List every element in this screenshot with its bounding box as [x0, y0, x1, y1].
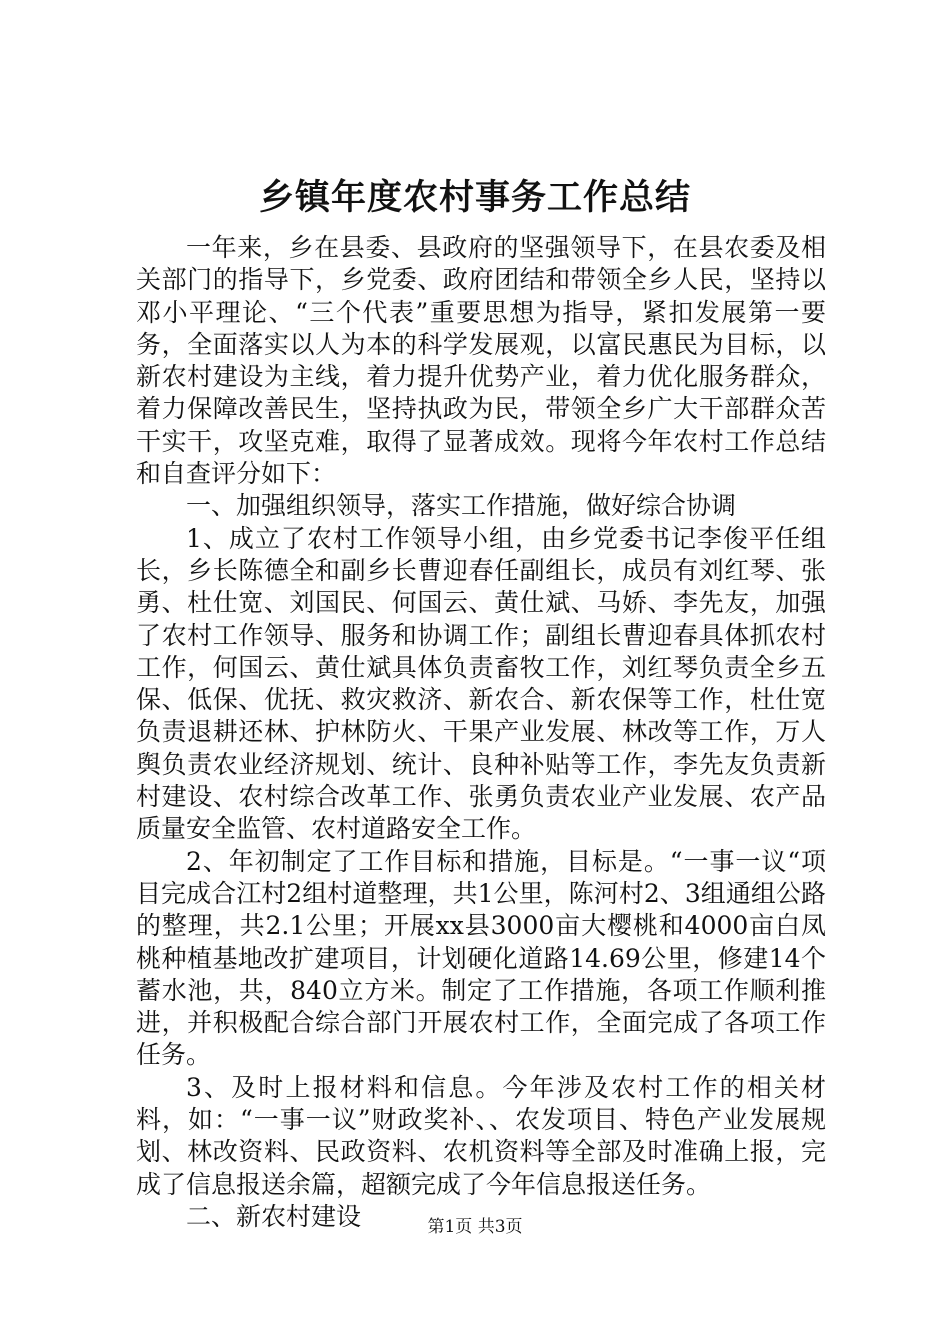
- paragraph-item-1: 1、成立了农村工作领导小组，由乡党委书记李俊平任组长，乡长陈德全和副乡长曹迎春任副组长，成员有刘红琴、张勇、杜仕宽、刘国民、何国云、黄仕斌、马娇、李先友，加强了农村工作领导、服务和协调工作；副组长曹迎春具体抓农村工作，何国云、黄仕斌具体负责畜牧工作，刘红琴负责全乡五保、低保、优抚、救灾救济、新农合、新农保等工作，杜仕宽负责退耕还林、护林防火、干果产业发展、林改等工作，万人舆负责农业经济规划、统计、良种补贴等工作，李先友负责新村建设、农村综合改革工作、张勇负责农业产业发展、农产品质量安全监管、农村道路安全工作。: [136, 523, 826, 844]
- section-heading-2: 二、新农村建设: [186, 1201, 362, 1231]
- document-body: [136, 232, 826, 1233]
- page-number-footer: 第1页 共3页: [427, 1217, 523, 1237]
- paragraph-item-2: 2、年初制定了工作目标和措施，目标是。“一事一议“项目完成合江村2组村道整理，共1公里，陈河村2、3组通组公路的整理，共2.1公里；开展xx县3000亩大樱桃和4000亩白凤桃种植基地改扩建项目，计划硬化道路14.69公里，修建14个蓄水池，共，840立方米。制定了工作措施，各项工作顺利推进，并积极配合综合部门开展农村工作，全面完成了各项工作任务。: [136, 846, 826, 1070]
- paragraph-intro: 一年来，乡在县委、县政府的坚强领导下，在县农委及相关部门的指导下，乡党委、政府团结和带领全乡人民，坚持以邓小平理论、“三个代表”重要思想为指导，紧扣发展第一要务，全面落实以人为本的科学发展观，以富民惠民为目标，以新农村建设为主线，着力提升优势产业，着力优化服务群众，着力保障改善民生，坚持执政为民，带领全乡广大干部群众苦干实干，攻坚克难，取得了显著成效。现将今年农村工作总结和自查评分如下：: [136, 233, 826, 489]
- section-heading-1: 一、加强组织领导，落实工作措施，做好综合协调: [186, 491, 737, 521]
- document-title: 乡镇年度农村事务工作总结: [258, 177, 691, 218]
- paragraph-item-3: 3、及时上报材料和信息。今年涉及农村工作的相关材料，如：“一事一议”财政奖补、、农发项目、特色产业发展规划、林改资料、民政资料、农机资料等全部及时准确上报，完成了信息报送余篇，超额完成了今年信息报送任务。: [136, 1072, 826, 1199]
